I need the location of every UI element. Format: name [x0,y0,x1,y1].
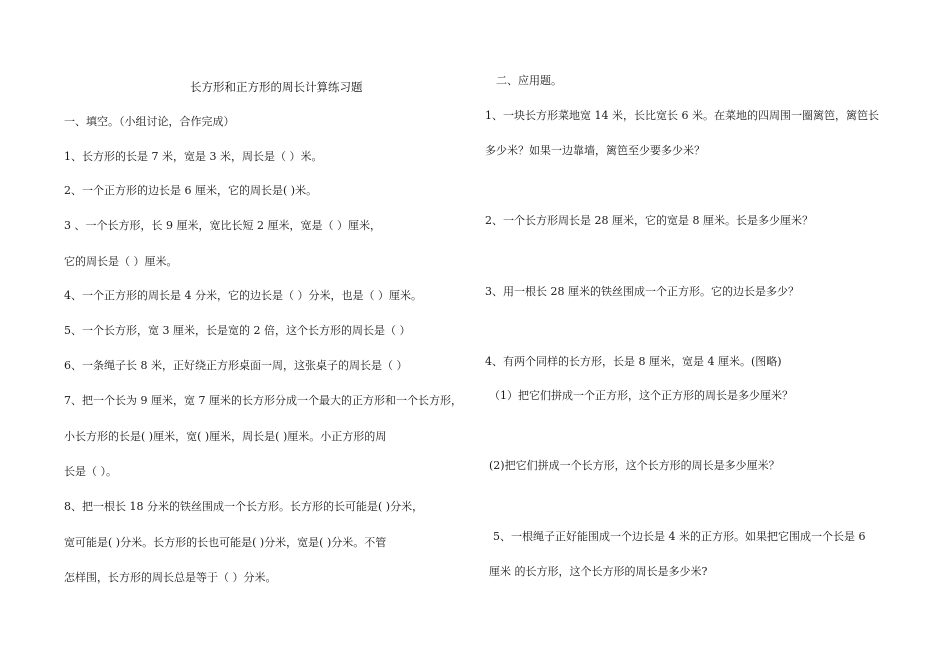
question-line: 1、一块长方形菜地宽 14 米，长比宽长 6 米。在菜地的四周围一圈篱笆，篱笆长 [485,109,879,122]
question-line: 4、有两个同样的长方形，长是 8 厘米，宽是 4 厘米。(图略) [485,355,782,368]
question-line: 3、用一根长 28 厘米的铁丝围成一个正方形。它的边长是多少？ [485,285,799,298]
question-line: 它的周长是（ ）厘米。 [64,255,178,268]
question-line: 1、长方形的长是 7 米，宽是 3 米，周长是（ ）米。 [64,150,323,163]
question-line: 4、一个正方形的周长是 4 分米，它的边长是（ ）分米，也是（ ）厘米。 [64,289,422,302]
page-title: 长方形和正方形的周长计算练习题 [190,80,363,94]
question-line: 5、一根绳子正好能围成一个边长是 4 米的正方形。如果把它围成一个长是 6 [493,530,866,543]
question-line: 宽可能是( )分米。长方形的长也可能是( )分米，宽是( )分米。不管 [64,536,387,549]
question-line: 长是（ ）。 [64,465,117,478]
question-line: 8、把一根长 18 分米的铁丝围成一个长方形。长方形的长可能是( )分米， [64,500,424,513]
question-line: （1）把它们拼成一个正方形，这个正方形的周长是多少厘米？ [489,389,793,402]
question-line: 2、一个正方形的边长是 6 厘米，它的周长是( )米。 [64,184,318,197]
question-line: 小长方形的长是( )厘米，宽( )厘米，周长是( )厘米。小正方形的周 [64,430,387,443]
question-line: 7、把一个长为 9 厘米，宽 7 厘米的长方形分成一个最大的正方形和一个长方形， [64,394,462,407]
section-heading-fill-in: 一、填空。（小组讨论，合作完成） [64,115,235,128]
question-line: 5、一个长方形，宽 3 厘米，长是宽的 2 倍，这个长方形的周长是（ ） [64,324,411,337]
question-line: (2)把它们拼成一个长方形，这个长方形的周长是多少厘米？ [489,459,780,472]
question-line: 多少米？如果一边靠墙，篱笆至少要多少米？ [485,144,705,157]
question-line: 3 、一个长方形，长 9 厘米，宽比长短 2 厘米，宽是（ ）厘米， [64,219,381,232]
question-line: 怎样围，长方形的周长总是等于（ ）分米。 [64,571,277,584]
question-line: 厘米 的长方形，这个长方形的周长是多少米? [489,565,708,578]
section-heading-application: 二、应用题。 [496,74,562,87]
question-line: 6、一条绳子长 8 米，正好绕正方形桌面一周，这张桌子的周长是（ ） [64,359,408,372]
question-line: 2、一个长方形周长是 28 厘米，它的宽是 8 厘米。长是多少厘米？ [485,214,813,227]
